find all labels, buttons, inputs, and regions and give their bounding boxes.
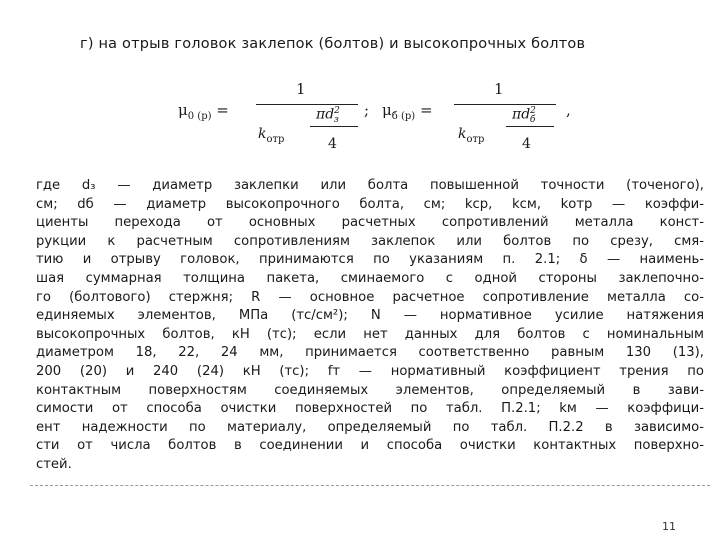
equals-sign: = <box>419 101 433 119</box>
mu-subscript: б (р) <box>391 111 416 122</box>
equals-sign: = <box>216 101 229 119</box>
formula-right-inner-bar <box>506 126 554 127</box>
formula-left-inner-numerator: $\pi d^2_з$ <box>316 106 340 126</box>
text-line: единяемых элементов, МПа (тс/см²); N — нормативное усилие натяжения <box>36 308 704 324</box>
text-line: симости от способа очистки поверхностей по табл. П.2.1; kм — коэффици- <box>36 401 704 417</box>
text-line: стей. <box>36 456 72 472</box>
formula-right-inner-denominator: 4 <box>522 136 531 152</box>
formula-left-inner-denominator: 4 <box>328 136 337 152</box>
formula-block <box>0 74 720 164</box>
section-heading: г) на отрыв головок заклепок (болтов) и высокопрочных болтов <box>80 36 586 52</box>
explanation-paragraph <box>36 177 704 475</box>
text-line: контактным поверхностям соединяемых элементов, определяемый в зави- <box>36 382 704 398</box>
text-line: сти от числа болтов в соединении и способа очистки контактных поверхно- <box>36 438 704 454</box>
formula-right-numerator: 1 <box>494 80 504 98</box>
formula-left-numerator: 1 <box>296 80 306 98</box>
text-line: ент надежности по материалу, определяемый по табл. П.2.2 в зависимо- <box>36 419 704 435</box>
text-line: шая суммарная толщина пакета, сминаемого с одной стороны заклепочно- <box>36 270 704 286</box>
formula-left-inner-bar <box>310 126 358 127</box>
page-number: 11 <box>662 520 676 533</box>
mu-subscript: 0 (р) <box>187 111 212 122</box>
formula-left-fraction-bar <box>256 104 358 105</box>
text-line: циенты перехода от основных расчетных сопротивлений металла конст- <box>36 215 704 231</box>
text-line: го (болтового) стержня; R — основное расчетное сопротивление металла со- <box>36 289 704 305</box>
formula-right-k: $k_{отр}$ <box>458 126 485 145</box>
page-divider <box>30 485 710 486</box>
text-line: 200 (20) и 240 (24) кН (тс); fт — нормативный коэффициент трения по <box>36 363 704 379</box>
text-line: диаметром 18, 22, 24 мм, принимается соответственно равным 130 (13), <box>36 345 704 361</box>
formula-left-k: $k_{отр}$ <box>258 126 285 145</box>
text-line: см; dб — диаметр высокопрочного болта, см; kср, kсм, kотр — коэффи- <box>36 196 704 212</box>
formula-separator: ; <box>364 101 370 119</box>
formula-right-inner-numerator: $\pi d^2_б$ <box>512 106 536 126</box>
text-line: высокопрочных болтов, кН (тс); если нет данных для болтов с номинальным <box>36 326 704 342</box>
formula-end-punctuation: , <box>566 101 571 119</box>
mu-symbol: μ <box>178 101 188 119</box>
formula-left-lhs <box>178 101 229 122</box>
text-line: тию и отрыву головок, принимаются по указаниям п. 2.1; δ — наимень- <box>36 252 704 268</box>
formula-right-fraction-bar <box>454 104 556 105</box>
text-line: рукции к расчетным сопротивлениям заклепок или болтов по срезу, смя- <box>36 233 704 249</box>
text-line: где d₃ — диаметр заклепки или болта повышенной точности (точеного), <box>36 178 704 193</box>
mu-symbol: μ <box>382 101 392 119</box>
formula-right-lhs <box>382 101 433 122</box>
